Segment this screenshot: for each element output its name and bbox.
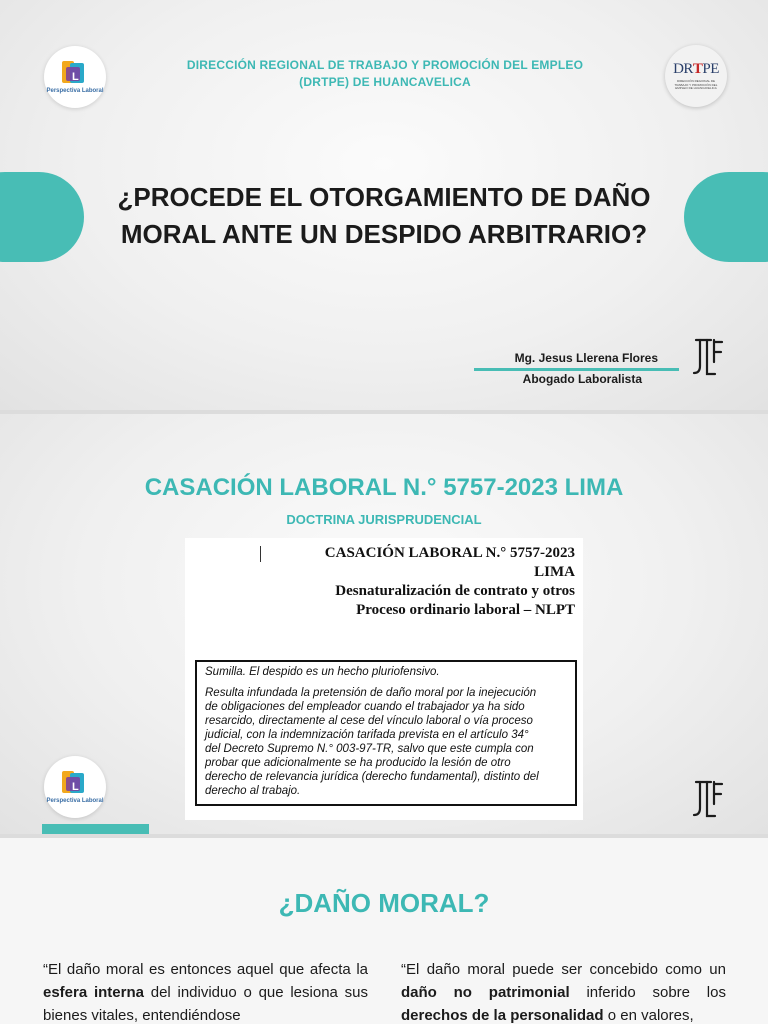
dano-moral-slide	[0, 838, 768, 1024]
header-line: Proceso ordinario laboral – NLPT	[356, 602, 575, 618]
doctrina-subtitle: DOCTRINA JURISPRUDENCIAL	[286, 512, 482, 527]
dano-moral-title: ¿DAÑO MORAL?	[278, 888, 490, 918]
quote-emphasis: derechos de la personalidad	[401, 1007, 604, 1024]
header-line: CASACIÓN LABORAL N.° 5757-2023	[324, 545, 575, 561]
sumilla-line: resarcido, directamente al cese del vínculo laboral o vía proceso	[205, 715, 533, 727]
sumilla-line: Resulta infundada la pretensión de daño moral por la inejecución	[205, 687, 537, 699]
sumilla-body	[205, 686, 567, 798]
perspectiva-laboral-logo	[44, 756, 106, 818]
casacion-title: CASACIÓN LABORAL N.° 5757-2023 LIMA	[144, 474, 624, 501]
organization-title: DIRECCIÓN REGIONAL DE TRABAJO Y PROMOCIÓN DEL EMPLEO (DRTPE) DE HUANCAVELICA	[186, 58, 584, 89]
document-header	[325, 544, 575, 620]
quote-text: o en valores,	[603, 1007, 694, 1024]
sumilla-title: Sumilla. El despido es un hecho pluriofensivo.	[205, 666, 440, 678]
quote-text: “El daño moral puede ser concebido como un	[401, 961, 726, 978]
perspectiva-laboral-logo	[44, 46, 106, 108]
quote-text: inferido sobre los	[569, 984, 726, 1001]
sumilla-line: derecho de relevancia jurídica (derecho fundamental), distinto del	[205, 771, 539, 783]
document-excerpt	[185, 538, 583, 820]
logo-label: Perspectiva Laboral	[46, 798, 104, 804]
decorative-pill-right	[684, 172, 768, 262]
drtpe-logo	[665, 45, 727, 107]
quote-right	[401, 958, 726, 1024]
sumilla-line: derecho al trabajo.	[205, 785, 301, 797]
quote-left	[43, 958, 368, 1024]
decorative-pill-left	[0, 172, 84, 262]
sumilla-line: judicial, con la indemnización tarifada prevista en el artículo 34°	[205, 729, 529, 741]
quote-emphasis: daño no patrimonial	[401, 984, 570, 1001]
sumilla-box	[195, 660, 577, 806]
header-line: LIMA	[534, 564, 575, 580]
quote-text: “El daño moral es entonces aquel que afecta la	[43, 961, 368, 978]
sumilla-line: del Decreto Supremo N.° 003-97-TR, salvo que este cumpla con	[205, 743, 534, 755]
jlf-monogram-icon	[691, 778, 725, 822]
title-slide	[0, 0, 768, 410]
book-icon: L	[60, 59, 90, 87]
quote-emphasis: esfera interna	[43, 984, 144, 1001]
jlf-monogram-icon	[691, 336, 725, 380]
quote-text: del individuo o que lesiona sus bienes vitales, entendiéndose	[43, 984, 368, 1024]
drtpe-wordmark: DRTPE	[673, 61, 719, 78]
drtpe-logo-subtext: DIRECCIÓN REGIONAL DE TRABAJO Y PROMOCIÓN DEL EMPLEO DE HUANCAVELICA	[674, 79, 718, 91]
logo-label: Perspectiva Laboral	[46, 88, 104, 94]
author-name: Mg. Jesus Llerena Flores	[514, 351, 658, 365]
text-cursor	[260, 546, 261, 562]
sumilla-line: probar que adicionalmente se ha producido la lesión de otro	[205, 757, 511, 769]
author-underline	[474, 368, 679, 371]
author-role: Abogado Laboralista	[522, 372, 642, 386]
sumilla-line: de obligaciones del empleador cuando el trabajador ya ha sido	[205, 701, 525, 713]
header-line: Desnaturalización de contrato y otros	[335, 583, 575, 599]
casacion-slide	[0, 414, 768, 834]
book-icon: L	[60, 769, 90, 797]
decorative-bar	[42, 824, 149, 834]
presentation-title: ¿PROCEDE EL OTORGAMIENTO DE DAÑO MORAL ANTE UN DESPIDO ARBITRARIO?	[117, 182, 651, 249]
